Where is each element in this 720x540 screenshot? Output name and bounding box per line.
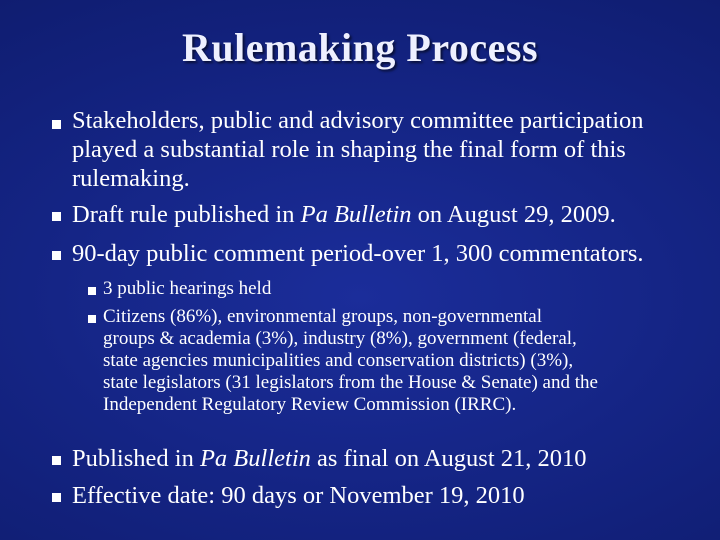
slide-title: Rulemaking Process [181, 25, 539, 70]
sub-bullet-2-line-1: Citizens (86%), environmental groups, non-governmental [103, 306, 543, 327]
sub-bullet-2-line-3: state agencies municipalities and conservation districts) (3%), [103, 350, 574, 371]
sub-bullet-marker [88, 287, 96, 295]
bullet-2-publication: Pa Bulletin [300, 201, 412, 228]
bullet-marker [52, 493, 61, 502]
bullet-4-text [72, 444, 712, 473]
bullet-1-line-2: played a substantial role in shaping the final form of this [72, 136, 626, 163]
bullet-2-pre: Draft rule published in [72, 201, 301, 228]
bullet-marker [52, 212, 61, 221]
bullet-4-pre: Published in [72, 445, 200, 472]
bullet-1-line-3: rulemaking. [72, 165, 190, 192]
bullet-1-text [72, 106, 712, 193]
sub-bullet-2-line-5: Independent Regulatory Review Commission (IRRC). [103, 394, 517, 415]
sub-bullet-2-text [103, 306, 703, 416]
bullet-4-publication: Pa Bulletin [199, 445, 311, 472]
sub-bullet-2-line-4: state legislators (31 legislators from the House & Senate) and the [103, 372, 598, 393]
bullet-1-line-1: Stakeholders, public and advisory committee participation [72, 107, 644, 134]
bullet-2-text [72, 200, 712, 229]
bullet-3-text: 90-day public comment period-over 1, 300 commentators. [72, 240, 644, 267]
bullet-marker [52, 120, 61, 129]
sub-bullet-2-line-2: groups & academia (3%), industry (8%), government (federal, [103, 328, 577, 349]
bullet-marker [52, 456, 61, 465]
sub-bullet-1-text: 3 public hearings held [103, 278, 272, 299]
bullet-4-post: as final on August 21, 2010 [310, 445, 587, 472]
bullet-marker [52, 251, 61, 260]
bullet-5-text: Effective date: 90 days or November 19, 2010 [72, 482, 525, 509]
bullet-2-post: on August 29, 2009. [411, 201, 616, 228]
sub-bullet-marker [88, 315, 96, 323]
